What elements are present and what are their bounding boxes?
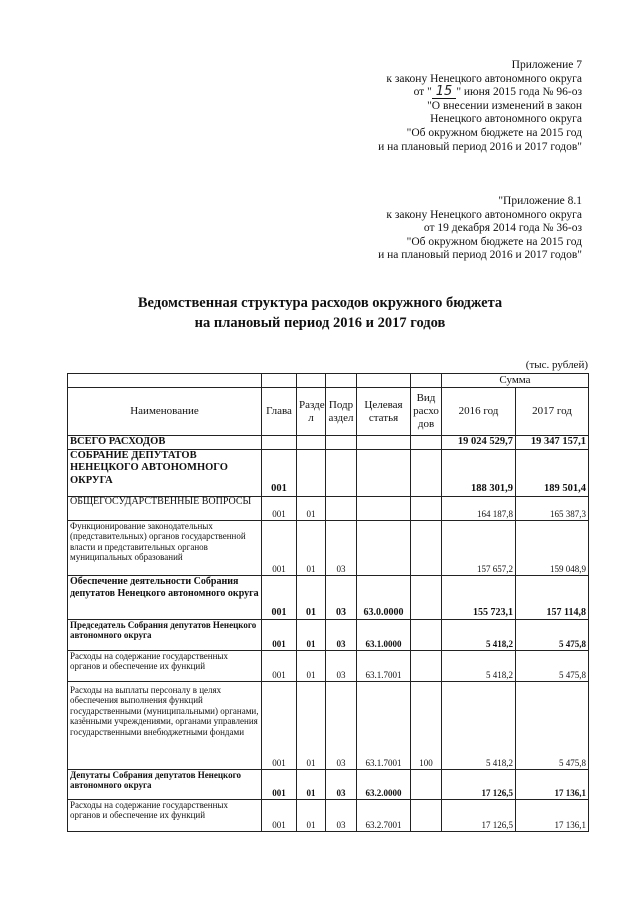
row-glava bbox=[262, 436, 297, 450]
header-spacer bbox=[297, 374, 326, 388]
table-row bbox=[68, 520, 589, 575]
row-name: Депутаты Собрания депутатов Ненецкого автономного округа bbox=[68, 769, 262, 799]
row-celevaya bbox=[357, 449, 411, 496]
appendix-7-header bbox=[378, 59, 582, 154]
row-2017: 165 387,3 bbox=[516, 496, 589, 520]
table-row bbox=[68, 496, 589, 520]
row-vid bbox=[411, 436, 442, 450]
row-name: ОБЩЕГОСУДАРСТВЕННЫЕ ВОПРОСЫ bbox=[68, 496, 262, 520]
date-prefix: от " bbox=[413, 86, 432, 99]
row-celevaya bbox=[357, 496, 411, 520]
row-glava: 001 bbox=[262, 650, 297, 681]
row-vid bbox=[411, 575, 442, 619]
row-celevaya: 63.1.7001 bbox=[357, 681, 411, 769]
header-razdel: Разде л bbox=[297, 388, 326, 436]
row-glava: 001 bbox=[262, 769, 297, 799]
table-row bbox=[68, 799, 589, 831]
row-2016: 17 126,5 bbox=[442, 769, 516, 799]
row-vid bbox=[411, 520, 442, 575]
appendix-8-1-line: от 19 декабря 2014 года № 36-оз bbox=[423, 222, 582, 235]
row-glava: 001 bbox=[262, 799, 297, 831]
row-razdel: 01 bbox=[297, 520, 326, 575]
row-name: Расходы на содержание государственных органов и обеспечение их функций bbox=[68, 799, 262, 831]
row-vid bbox=[411, 650, 442, 681]
document-title-line-1: Ведомственная структура расходов окружного бюджета bbox=[137, 295, 503, 311]
row-celevaya: 63.0.0000 bbox=[357, 575, 411, 619]
appendix-8-1-line: к закону Ненецкого автономного округа bbox=[386, 208, 582, 221]
appendix-7-line: "Об окружном бюджете на 2015 год bbox=[406, 126, 582, 139]
row-2017: 5 475,8 bbox=[516, 681, 589, 769]
row-name: Обеспечение деятельности Собрания депутатов Ненецкого автономного округа bbox=[68, 575, 262, 619]
header-glava: Глава bbox=[262, 388, 297, 436]
row-podrazdel: 03 bbox=[326, 575, 357, 619]
row-2017: 157 114,8 bbox=[516, 575, 589, 619]
header-spacer bbox=[357, 374, 411, 388]
row-name: Функционирование законодательных (представительных) органов государственной власти и представительных органов муниципальных образований bbox=[68, 520, 262, 575]
row-podrazdel: 03 bbox=[326, 619, 357, 650]
row-vid bbox=[411, 496, 442, 520]
row-2016: 188 301,9 bbox=[442, 449, 516, 496]
appendix-7-line: Ненецкого автономного округа bbox=[430, 113, 582, 126]
budget-table bbox=[67, 373, 589, 832]
row-name: Расходы на выплаты персоналу в целях обеспечения выполнения функций государственными (муниципальными) органами, казёнными учреждениями, органами управления государственными внебюджетными фондами bbox=[68, 681, 262, 769]
row-podrazdel: 03 bbox=[326, 650, 357, 681]
row-2016: 19 024 529,7 bbox=[442, 436, 516, 450]
row-2017: 19 347 157,1 bbox=[516, 436, 589, 450]
row-podrazdel: 03 bbox=[326, 799, 357, 831]
appendix-8-1-line: "Приложение 8.1 bbox=[498, 195, 582, 207]
row-podrazdel: 03 bbox=[326, 681, 357, 769]
appendix-7-line: Приложение 7 bbox=[511, 59, 582, 71]
row-glava: 001 bbox=[262, 619, 297, 650]
table-row bbox=[68, 769, 589, 799]
row-razdel: 01 bbox=[297, 575, 326, 619]
row-2016: 5 418,2 bbox=[442, 619, 516, 650]
row-razdel: 01 bbox=[297, 650, 326, 681]
row-name: Расходы на содержание государственных органов и обеспечение их функций bbox=[68, 650, 262, 681]
table-row bbox=[68, 650, 589, 681]
row-razdel: 01 bbox=[297, 799, 326, 831]
row-razdel: 01 bbox=[297, 619, 326, 650]
header-spacer bbox=[262, 374, 297, 388]
row-razdel bbox=[297, 436, 326, 450]
row-glava: 001 bbox=[262, 575, 297, 619]
row-celevaya: 63.1.0000 bbox=[357, 619, 411, 650]
row-2017: 189 501,4 bbox=[516, 449, 589, 496]
table-row bbox=[68, 436, 589, 450]
appendix-8-1-line: и на плановый период 2016 и 2017 годов" bbox=[378, 249, 582, 262]
row-2016: 17 126,5 bbox=[442, 799, 516, 831]
header-summa: Сумма bbox=[442, 374, 589, 388]
row-razdel bbox=[297, 449, 326, 496]
appendix-7-line: к закону Ненецкого автономного округа bbox=[386, 72, 582, 85]
row-vid bbox=[411, 619, 442, 650]
appendix-8-1-line: "Об окружном бюджете на 2015 год bbox=[406, 235, 582, 248]
row-podrazdel bbox=[326, 436, 357, 450]
table-row bbox=[68, 449, 589, 496]
header-podrazdel: Подр аздел bbox=[326, 388, 357, 436]
row-2017: 5 475,8 bbox=[516, 650, 589, 681]
row-2016: 155 723,1 bbox=[442, 575, 516, 619]
row-2016: 157 657,2 bbox=[442, 520, 516, 575]
row-vid bbox=[411, 769, 442, 799]
header-celevaya: Целевая статья bbox=[357, 388, 411, 436]
row-2016: 164 187,8 bbox=[442, 496, 516, 520]
row-name: ВСЕГО РАСХОДОВ bbox=[68, 436, 262, 450]
header-name: Наименование bbox=[68, 388, 262, 436]
document-title-line-2: на плановый период 2016 и 2017 годов bbox=[194, 315, 446, 331]
appendix-7-line: и на плановый период 2016 и 2017 годов" bbox=[378, 140, 582, 153]
table-row bbox=[68, 619, 589, 650]
table-row bbox=[68, 575, 589, 619]
row-podrazdel: 03 bbox=[326, 520, 357, 575]
handwritten-day: 15 bbox=[432, 86, 457, 99]
table-row bbox=[68, 681, 589, 769]
units-label: (тыс. рублей) bbox=[525, 359, 588, 371]
row-celevaya: 63.2.7001 bbox=[357, 799, 411, 831]
row-podrazdel bbox=[326, 496, 357, 520]
date-suffix: " июня 2015 года № 96-оз bbox=[456, 86, 582, 99]
row-podrazdel bbox=[326, 449, 357, 496]
row-celevaya: 63.1.7001 bbox=[357, 650, 411, 681]
appendix-8-1-header bbox=[378, 195, 582, 263]
row-name: Председатель Собрания депутатов Ненецкого автономного округа bbox=[68, 619, 262, 650]
row-podrazdel: 03 bbox=[326, 769, 357, 799]
header-2017: 2017 год bbox=[516, 388, 589, 436]
row-celevaya bbox=[357, 436, 411, 450]
row-glava: 001 bbox=[262, 520, 297, 575]
row-2016: 5 418,2 bbox=[442, 650, 516, 681]
row-glava: 001 bbox=[262, 449, 297, 496]
row-name: СОБРАНИЕ ДЕПУТАТОВ НЕНЕЦКОГО АВТОНОМНОГО ОКРУГА bbox=[68, 449, 262, 496]
row-celevaya bbox=[357, 520, 411, 575]
row-vid bbox=[411, 799, 442, 831]
row-razdel: 01 bbox=[297, 496, 326, 520]
appendix-7-line: "О внесении изменений в закон bbox=[427, 99, 582, 112]
row-vid: 100 bbox=[411, 681, 442, 769]
header-spacer bbox=[326, 374, 357, 388]
row-razdel: 01 bbox=[297, 769, 326, 799]
row-celevaya: 63.2.0000 bbox=[357, 769, 411, 799]
row-vid bbox=[411, 449, 442, 496]
row-2017: 5 475,8 bbox=[516, 619, 589, 650]
row-razdel: 01 bbox=[297, 681, 326, 769]
row-2016: 5 418,2 bbox=[442, 681, 516, 769]
row-2017: 17 136,1 bbox=[516, 769, 589, 799]
header-spacer bbox=[411, 374, 442, 388]
row-glava: 001 bbox=[262, 681, 297, 769]
row-2017: 17 136,1 bbox=[516, 799, 589, 831]
appendix-7-date-line bbox=[378, 86, 582, 100]
row-glava: 001 bbox=[262, 496, 297, 520]
header-2016: 2016 год bbox=[442, 388, 516, 436]
header-spacer bbox=[68, 374, 262, 388]
header-vid: Вид расхо дов bbox=[411, 388, 442, 436]
row-2017: 159 048,9 bbox=[516, 520, 589, 575]
